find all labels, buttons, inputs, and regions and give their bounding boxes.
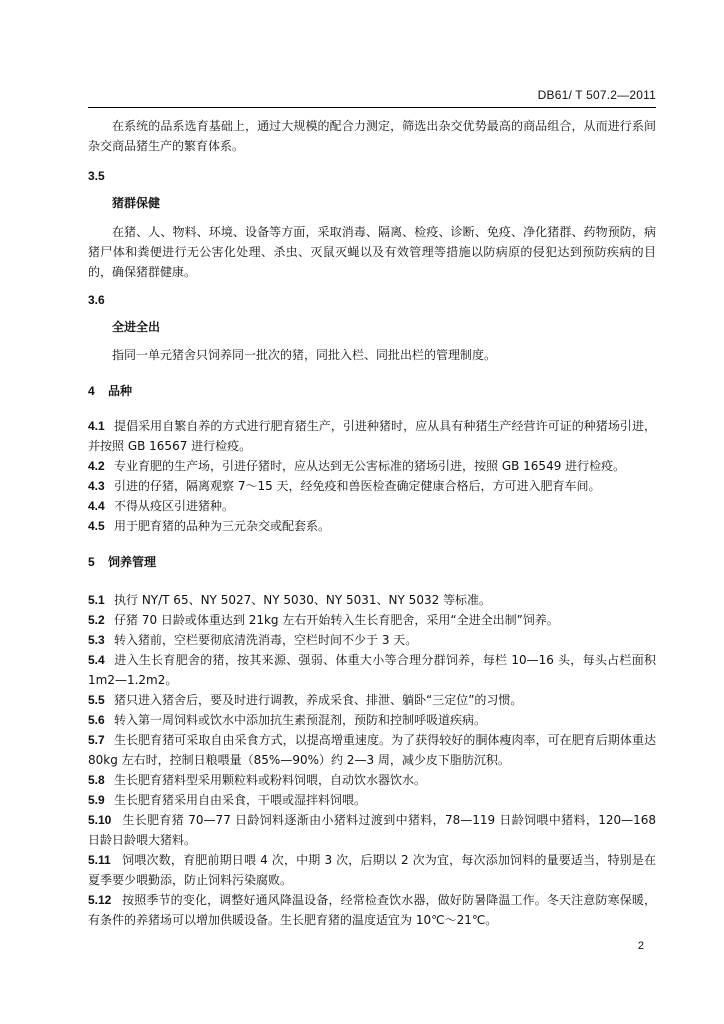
list-item bbox=[88, 790, 656, 810]
list-item bbox=[88, 516, 656, 536]
list-item bbox=[88, 690, 656, 710]
item-number: 5.11 bbox=[88, 853, 111, 867]
item-text: 生长肥育猪 70—77 日龄饲料逐渐由小猪料过渡到中猪料，78—119 日龄饲喂中猪料，120—168 日龄日龄喂大猪料。 bbox=[88, 813, 656, 847]
page-number: 2 bbox=[637, 940, 644, 952]
list-item bbox=[88, 630, 656, 650]
item-number: 4.5 bbox=[88, 519, 105, 533]
section-title: 饲养管理 bbox=[108, 555, 157, 569]
section-3-5 bbox=[88, 166, 656, 186]
item-text: 不得从疫区引进猪种。 bbox=[114, 499, 235, 513]
header-rule bbox=[88, 107, 656, 108]
item-text: 生长肥育猪采用自由采食，干喂或湿拌料饲喂。 bbox=[114, 793, 367, 807]
item-number: 5.9 bbox=[88, 793, 105, 807]
item-number: 4.2 bbox=[88, 459, 105, 473]
item-text: 转入猪前，空栏要彻底清洗消毒，空栏时间不少于 3 天。 bbox=[114, 633, 418, 647]
section-number: 3.5 bbox=[88, 169, 105, 183]
section-number: 5 bbox=[88, 555, 95, 569]
intro-block bbox=[88, 116, 656, 156]
item-text: 生长肥育猪可采取自由采食方式，以提高增重速度。为了获得较好的胴体瘦肉率，可在肥育后期体重达 80kg 左右时，控制日粮喂量（85%—90%）约 2—3 周，减少皮下脂肪沉积。 bbox=[88, 733, 656, 767]
section-heading-row bbox=[88, 381, 656, 401]
item-number: 5.3 bbox=[88, 633, 105, 647]
item-number: 4.4 bbox=[88, 499, 105, 513]
item-text: 引进的仔猪，隔离观察 7～15 天，经免疫和兽医检查确定健康合格后，方可进入肥育车间。 bbox=[114, 479, 601, 493]
item-text: 进入生长育肥舍的猪，按其来源、强弱、体重大小等合理分群饲养，每栏 10—16 头，每头占栏面积 1m2—1.2m2。 bbox=[88, 653, 656, 687]
item-number: 5.8 bbox=[88, 773, 105, 787]
section-3-5-body bbox=[88, 222, 656, 282]
list-item bbox=[88, 890, 656, 930]
section-3-5-title-row bbox=[88, 193, 656, 213]
section-title: 品种 bbox=[108, 384, 133, 398]
item-number: 5.5 bbox=[88, 693, 105, 707]
item-text: 按照季节的变化，调整好通风降温设备，经常检查饮水器，做好防暑降温工作。冬天注意防寒保暖，有条件的养猪场可以增加供暖设备。生长肥育猪的温度适宜为 10℃～21℃。 bbox=[88, 893, 656, 927]
list-item bbox=[88, 810, 656, 850]
item-text: 猪只进入猪舍后，要及时进行调教，养成采食、排泄、躺卧“三定位”的习惯。 bbox=[114, 693, 523, 707]
list-item bbox=[88, 730, 656, 770]
list-item bbox=[88, 476, 656, 496]
item-number: 5.6 bbox=[88, 713, 105, 727]
item-number: 4.1 bbox=[88, 419, 105, 433]
list-item bbox=[88, 770, 656, 790]
section-title: 猪群保健 bbox=[112, 196, 161, 210]
intro-paragraph: 在系统的品系选育基础上，通过大规模的配合力测定，筛选出杂交优势最高的商品组合，从而进行系间杂交商品猪生产的繁育体系。 bbox=[88, 119, 656, 153]
item-number: 5.12 bbox=[88, 893, 112, 907]
list-item bbox=[88, 496, 656, 516]
list-item bbox=[88, 456, 656, 476]
item-number: 4.3 bbox=[88, 479, 105, 493]
list-item bbox=[88, 710, 656, 730]
item-text: 转入第一周饲料或饮水中添加抗生素预混剂，预防和控制呼吸道疾病。 bbox=[114, 713, 487, 727]
list-item bbox=[88, 610, 656, 630]
item-number: 5.2 bbox=[88, 613, 105, 627]
item-text: 提倡采用自繁自养的方式进行肥育猪生产，引进种猪时，应从具有种猪生产经营许可证的种猪场引进，并按照 GB 16567 进行检疫。 bbox=[88, 419, 656, 453]
list-item bbox=[88, 590, 656, 610]
item-text: 执行 NY/T 65、NY 5027、NY 5030、NY 5031、NY 5032 等标准。 bbox=[114, 593, 492, 607]
list-item bbox=[88, 650, 656, 690]
section-3-6-body bbox=[88, 345, 656, 365]
item-number: 5.10 bbox=[88, 813, 112, 827]
standard-code-header: DB61/ T 507.2—2011 bbox=[537, 88, 656, 102]
section-paragraph: 指同一单元猪舍只饲养同一批次的猪，同批入栏、同批出栏的管理制度。 bbox=[112, 348, 497, 362]
item-text: 仔猪 70 日龄或体重达到 21kg 左右开始转入生长育肥舍，采用“全进全出制”饲养。 bbox=[114, 613, 559, 627]
section-5-heading bbox=[88, 552, 656, 572]
section-heading-row bbox=[88, 552, 656, 572]
item-text: 饲喂次数，育肥前期日喂 4 次，中期 3 次，后期以 2 次为宜，每次添加饲料的量要适当，特别是在夏季要少喂勤添，防止饲料污染腐败。 bbox=[88, 853, 656, 887]
section-3-6 bbox=[88, 290, 656, 310]
item-number: 5.1 bbox=[88, 593, 105, 607]
section-4-list bbox=[88, 416, 656, 536]
section-paragraph: 在猪、人、物料、环境、设备等方面，采取消毒、隔离、检疫、诊断、免疫、净化猪群、药物预防，病猪尸体和粪便进行无公害化处理、杀虫、灭鼠灭蝇以及有效管理等措施以防病原的侵犯达到预防疾病的目的，确保猪群健康。 bbox=[88, 225, 656, 279]
section-4-heading bbox=[88, 381, 656, 401]
item-text: 用于肥育猪的品种为三元杂交或配套系。 bbox=[114, 519, 331, 533]
list-item bbox=[88, 416, 656, 456]
item-text: 专业育肥的生产场，引进仔猪时，应从达到无公害标准的猪场引进，按照 GB 16549 进行检疫。 bbox=[114, 459, 626, 473]
item-number: 5.4 bbox=[88, 653, 105, 667]
item-text: 生长肥育猪料型采用颗粒料或粉料饲喂，自动饮水器饮水。 bbox=[114, 773, 427, 787]
list-item bbox=[88, 850, 656, 890]
section-number: 4 bbox=[88, 384, 95, 398]
section-number: 3.6 bbox=[88, 293, 105, 307]
section-title: 全进全出 bbox=[112, 320, 161, 334]
section-3-6-title-row bbox=[88, 317, 656, 337]
section-5-list bbox=[88, 590, 656, 930]
item-number: 5.7 bbox=[88, 733, 105, 747]
